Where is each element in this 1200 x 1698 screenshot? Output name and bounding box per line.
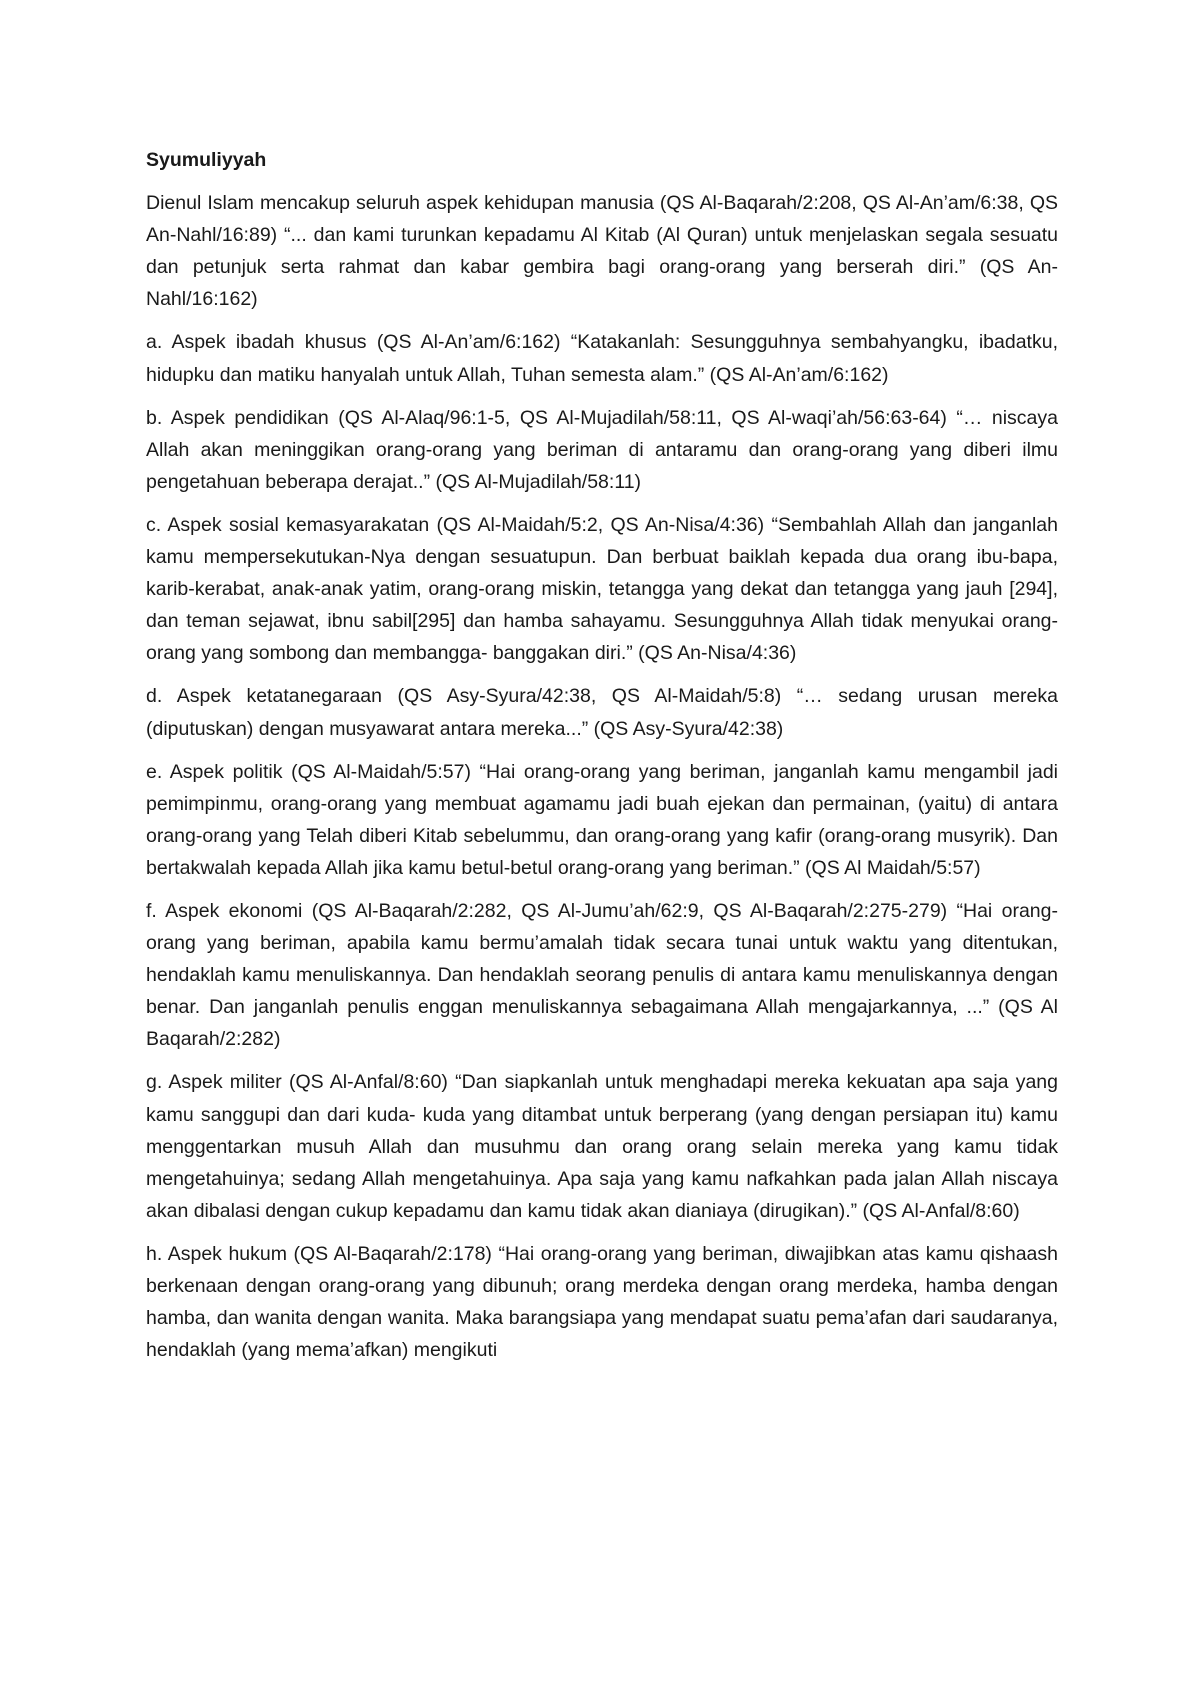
paragraph-aspek-sosial: c. Aspek sosial kemasyarakatan (QS Al-Maidah/5:2, QS An-Nisa/4:36) “Sembahlah Allah dan janganlah kamu mempersekutukan-Nya dengan sesuatupun. Dan berbuat baiklah kepada dua orang ibu-bapa, karib-kerabat, anak-anak yatim, orang-orang miskin, tetangga yang dekat dan tetangga yang jauh [294], dan teman sejawat, ibnu sabil[295] dan hamba sahayamu. Sesungguhnya Allah tidak menyukai orang-orang yang sombong dan membangga- banggakan diri.” (QS An-Nisa/4:36)	[146, 513, 1058, 665]
intro-paragraph: Dienul Islam mencakup seluruh aspek kehidupan manusia (QS Al-Baqarah/2:208, QS Al-An’am/6:38, QS An-Nahl/16:89) “... dan kami turunkan kepadamu Al Kitab (Al Quran) untuk menjelaskan segala sesuatu dan petunjuk serta rahmat dan kabar gembira bagi orang-orang yang berserah diri.” (QS An- Nahl/16:162)	[146, 192, 1058, 311]
paragraph-aspek-hukum: h. Aspek hukum (QS Al-Baqarah/2:178) “Hai orang-orang yang beriman, diwajibkan atas kamu qishaash berkenaan dengan orang-orang yang dibunuh; orang merdeka dengan orang merdeka, hamba dengan hamba, dan wanita dengan wanita. Maka barangsiapa yang mendapat suatu pema’afan dari saudaranya, hendaklah (yang mema’afkan) mengikuti	[146, 1242, 1058, 1362]
paragraph-aspek-ketatanegaraan: d. Aspek ketatanegaraan (QS Asy-Syura/42:38, QS Al-Maidah/5:8) “… sedang urusan mereka (diputuskan) dengan musyawarat antara mereka...” (QS Asy-Syura/42:38)	[146, 685, 1058, 740]
paragraph-aspek-ekonomi: f. Aspek ekonomi (QS Al-Baqarah/2:282, QS Al-Jumu’ah/62:9, QS Al-Baqarah/2:275-279) “Hai orang-orang yang beriman, apabila kamu bermu’amalah tidak secara tunai untuk waktu yang ditentukan, hendaklah kamu menuliskannya. Dan hendaklah seorang penulis di antara kamu menuliskannya dengan benar. Dan janganlah penulis enggan menuliskannya sebagaimana Allah mengajarkannya, ...” (QS Al Baqarah/2:282)	[146, 899, 1058, 1051]
paragraph-aspek-pendidikan: b. Aspek pendidikan (QS Al-Alaq/96:1-5, QS Al-Mujadilah/58:11, QS Al-waqi’ah/56:63-64) “… niscaya Allah akan meninggikan orang-orang yang beriman di antaramu dan orang-orang yang diberi ilmu pengetahuan beberapa derajat..” (QS Al-Mujadilah/58:11)	[146, 406, 1058, 493]
document-title: Syumuliyyah	[146, 149, 267, 171]
document-body	[146, 144, 1058, 1377]
paragraph-aspek-politik: e. Aspek politik (QS Al-Maidah/5:57) “Hai orang-orang yang beriman, janganlah kamu mengambil jadi pemimpinmu, orang-orang yang membuat agamamu jadi buah ejekan dan permainan, (yaitu) di antara orang-orang yang Telah diberi Kitab sebelummu, dan orang-orang yang kafir (orang-orang musyrik). Dan bertakwalah kepada Allah jika kamu betul-betul orang-orang yang beriman.” (QS Al Maidah/5:57)	[146, 760, 1058, 879]
paragraph-aspek-militer: g. Aspek militer (QS Al-Anfal/8:60) “Dan siapkanlah untuk menghadapi mereka kekuatan apa saja yang kamu sanggupi dan dari kuda- kuda yang ditambat untuk berperang (yang dengan persiapan itu) kamu menggentarkan musuh Allah dan musuhmu dan orang orang selain mereka yang kamu tidak mengetahuinya; sedang Allah mengetahuinya. Apa saja yang kamu nafkahkan pada jalan Allah niscaya akan dibalasi dengan cukup kepadamu dan kamu tidak akan dianiaya (dirugikan).” (QS Al-Anfal/8:60)	[146, 1071, 1058, 1222]
paragraph-aspek-ibadah: a. Aspek ibadah khusus (QS Al-An’am/6:162) “Katakanlah: Sesungguhnya sembahyangku, ibadatku, hidupku dan matiku hanyalah untuk Allah, Tuhan semesta alam.” (QS Al-An’am/6:162)	[146, 331, 1058, 386]
